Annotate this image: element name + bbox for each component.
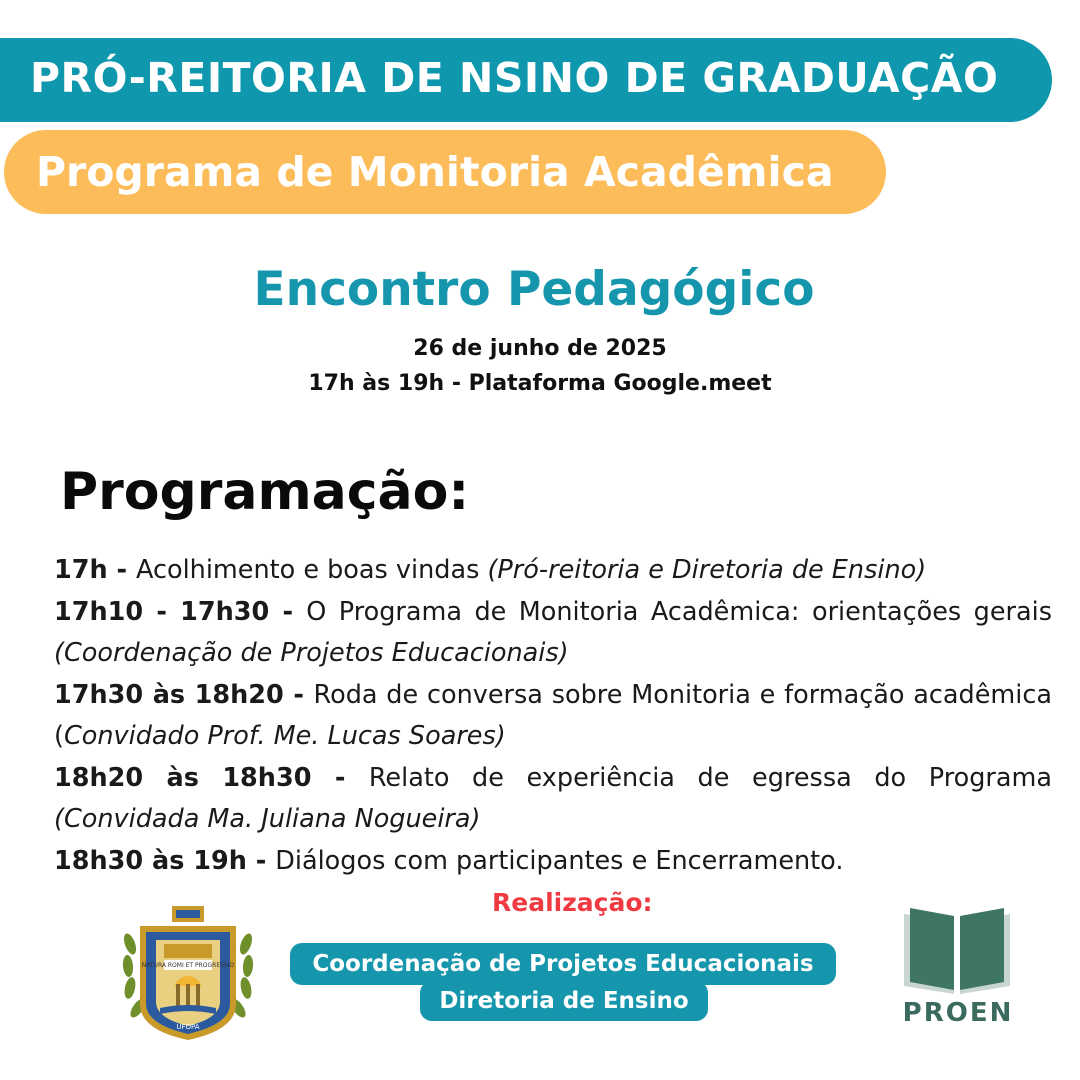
- schedule-item: 17h - Acolhimento e boas vindas (Pró-reitoria e Diretoria de Ensino): [54, 555, 927, 585]
- schedule-item: 18h30 às 19h - Diálogos com participantes e Encerramento.: [54, 845, 844, 876]
- org-coordenacao-badge: Coordenação de Projetos Educacionais: [290, 943, 836, 985]
- ufopa-seal-icon: [120, 904, 256, 1042]
- header-title: PRÓ-REITORIA DE NSINO DE GRADUAÇÃO: [30, 54, 999, 102]
- schedule-heading: Programação:: [60, 462, 470, 522]
- event-title: Encontro Pedagógico: [253, 262, 815, 317]
- schedule-item: 17h10 - 17h30 - O Programa de Monitoria Acadêmica: orientações gerais (Coordenação de Projetos Educacionais): [54, 596, 1053, 668]
- subtitle-banner: [4, 130, 886, 214]
- schedule-item: 18h20 às 18h30 - Relato de experiência de egressa do Programa (Convidada Ma. Juliana Nogueira): [54, 762, 1052, 834]
- realizacao-label: Realização:: [492, 888, 653, 917]
- event-date: 26 de junho de 2025: [413, 336, 667, 361]
- seal-motto: NATURA ROMI ET PROGRESSIO: [141, 962, 235, 969]
- header-subtitle: Programa de Monitoria Acadêmica: [36, 148, 834, 196]
- proen-wordmark: PROEN: [902, 998, 1014, 1028]
- event-time-place: 17h às 19h - Plataforma Google.meet: [308, 371, 772, 396]
- proen-book-icon: [898, 906, 1016, 996]
- schedule-item: 17h30 às 18h20 - Roda de conversa sobre Monitoria e formação acadêmica (Convidado Prof. Me. Lucas Soares): [54, 679, 1053, 751]
- header-banner: [0, 38, 1052, 122]
- schedule-list: [54, 550, 1052, 882]
- org-diretoria-badge: Diretoria de Ensino: [420, 981, 708, 1021]
- seal-name: UFOPA: [176, 1023, 200, 1031]
